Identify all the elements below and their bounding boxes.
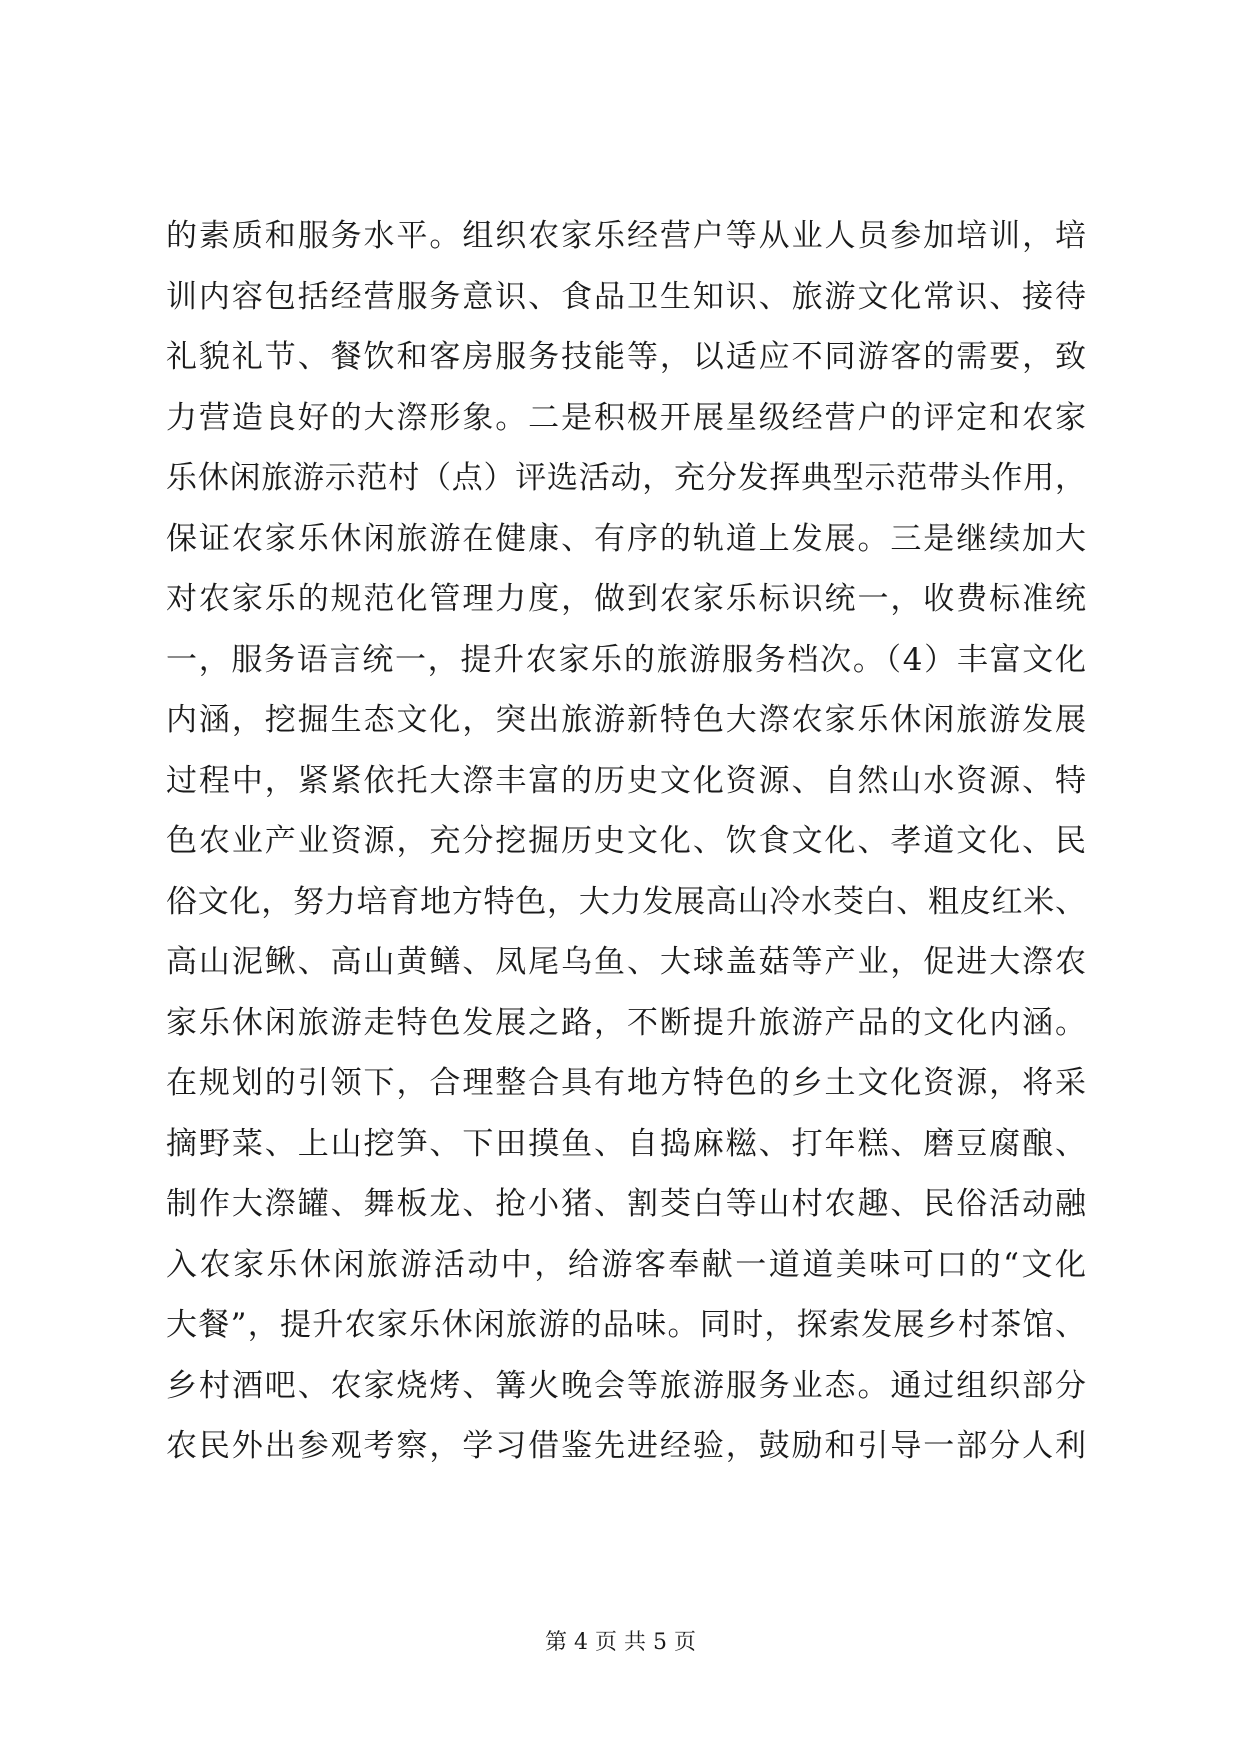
text-line: 在规划的引领下，合理整合具有地方特色的乡土文化资源，将采 (166, 1065, 1086, 1101)
text-line: 过程中，紧紧依托大漈丰富的历史文化资源、自然山水资源、特 (166, 762, 1086, 799)
text-line: 内涵，挖掘生态文化，突出旅游新特色大漈农家乐休闲旅游发展 (166, 702, 1086, 738)
text-line: 制作大漈罐、舞板龙、抢小猪、割茭白等山村农趣、民俗活动融 (166, 1186, 1086, 1222)
body-text (166, 206, 1086, 1477)
text-line: 乡村酒吧、农家烧烤、篝火晚会等旅游服务业态。通过组织部分 (166, 1367, 1086, 1404)
text-line: 大餐”，提升农家乐休闲旅游的品味。同时，探索发展乡村茶馆、 (166, 1307, 1086, 1343)
text-line: 训内容包括经营服务意识、食品卫生知识、旅游文化常识、接待 (166, 278, 1086, 315)
text-line: 俗文化，努力培育地方特色，大力发展高山冷水茭白、粗皮红米、 (166, 883, 1086, 920)
text-line: 家乐休闲旅游走特色发展之路，不断提升旅游产品的文化内涵。 (166, 1004, 1086, 1041)
text-line: 对农家乐的规范化管理力度，做到农家乐标识统一，收费标准统 (166, 581, 1086, 617)
text-line: 乐休闲旅游示范村（点）评选活动，充分发挥典型示范带头作用， (166, 460, 1086, 496)
page-footer: 第 4 页 共 5 页 (545, 1630, 696, 1655)
text-line: 保证农家乐休闲旅游在健康、有序的轨道上发展。三是继续加大 (166, 520, 1086, 557)
text-line: 色农业产业资源，充分挖掘历史文化、饮食文化、孝道文化、民 (166, 823, 1086, 859)
text-line: 摘野菜、上山挖笋、下田摸鱼、自捣麻糍、打年糕、磨豆腐酿、 (166, 1125, 1086, 1162)
text-line: 高山泥鳅、高山黄鳝、凤尾乌鱼、大球盖菇等产业，促进大漈农 (166, 944, 1086, 980)
text-line: 一，服务语言统一，提升农家乐的旅游服务档次。（4）丰富文化 (166, 641, 1086, 678)
text-line: 入农家乐休闲旅游活动中，给游客奉献一道道美味可口的“文化 (166, 1246, 1086, 1283)
text-line: 礼貌礼节、餐饮和客房服务技能等，以适应不同游客的需要，致 (166, 339, 1086, 375)
text-line: 的素质和服务水平。组织农家乐经营户等从业人员参加培训，培 (166, 218, 1086, 254)
text-line: 农民外出参观考察，学习借鉴先进经验，鼓励和引导一部分人利 (166, 1428, 1086, 1464)
text-line: 力营造良好的大漈形象。二是积极开展星级经营户的评定和农家 (166, 399, 1086, 436)
